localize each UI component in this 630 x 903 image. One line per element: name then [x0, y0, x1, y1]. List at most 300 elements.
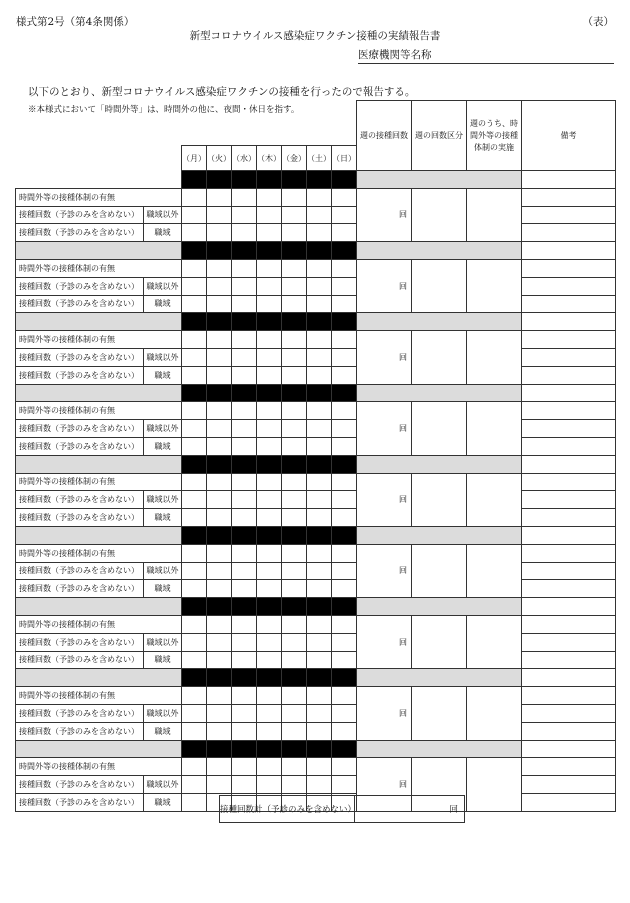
day-input-cell[interactable]	[282, 473, 307, 491]
day-input-cell[interactable]	[232, 509, 257, 527]
count-category-cell[interactable]	[412, 259, 467, 312]
off-hours-cell[interactable]	[467, 544, 522, 597]
day-input-cell[interactable]	[257, 580, 282, 598]
day-input-cell[interactable]	[307, 776, 332, 794]
day-input-cell[interactable]	[207, 259, 232, 277]
day-date-cell	[307, 384, 332, 402]
day-input-cell[interactable]	[332, 651, 357, 669]
day-input-cell[interactable]	[257, 366, 282, 384]
off-hours-system-label: 時間外等の接種体制の有無	[16, 188, 182, 206]
day-date-cell	[207, 526, 232, 544]
day-input-cell[interactable]	[182, 437, 207, 455]
day-input-cell[interactable]	[207, 188, 232, 206]
day-input-cell[interactable]	[332, 295, 357, 313]
day-input-cell[interactable]	[307, 633, 332, 651]
day-input-cell[interactable]	[207, 331, 232, 349]
day-input-cell[interactable]	[207, 615, 232, 633]
day-input-cell[interactable]	[257, 348, 282, 366]
day-input-cell[interactable]	[282, 722, 307, 740]
day-input-cell[interactable]	[232, 348, 257, 366]
week-band-row	[16, 669, 616, 687]
day-input-cell[interactable]	[332, 437, 357, 455]
day-input-cell[interactable]	[307, 509, 332, 527]
day-input-cell[interactable]	[207, 651, 232, 669]
day-input-cell[interactable]	[232, 188, 257, 206]
vaccination-count-label: 接種回数（予診のみを含めない）	[16, 437, 144, 455]
day-date-cell	[257, 242, 282, 260]
weekly-count-cell[interactable]: 回	[357, 331, 412, 384]
day-input-cell[interactable]	[232, 259, 257, 277]
day-input-cell[interactable]	[307, 224, 332, 242]
day-input-cell[interactable]	[232, 704, 257, 722]
day-input-cell[interactable]	[307, 277, 332, 295]
count-category-cell[interactable]	[412, 331, 467, 384]
non-staff-label: 職域以外	[144, 277, 182, 295]
day-input-cell[interactable]	[182, 633, 207, 651]
day-input-cell[interactable]	[207, 402, 232, 420]
day-monday: （月）	[182, 146, 207, 171]
day-input-cell[interactable]	[257, 473, 282, 491]
day-input-cell[interactable]	[207, 420, 232, 438]
day-input-cell[interactable]	[257, 544, 282, 562]
remarks-cell[interactable]	[522, 313, 616, 331]
remarks-cell[interactable]	[522, 562, 616, 580]
staff-label: 職域	[144, 651, 182, 669]
remarks-cell[interactable]	[522, 491, 616, 509]
day-input-cell[interactable]	[307, 259, 332, 277]
day-input-cell[interactable]	[282, 437, 307, 455]
weekly-count-cell[interactable]: 回	[357, 188, 412, 241]
day-input-cell[interactable]	[207, 509, 232, 527]
day-input-cell[interactable]	[332, 544, 357, 562]
count-staff-row	[16, 509, 616, 527]
day-date-cell	[282, 740, 307, 758]
week-date-field	[16, 171, 182, 189]
day-input-cell[interactable]	[257, 509, 282, 527]
day-date-cell	[232, 669, 257, 687]
day-input-cell[interactable]	[207, 295, 232, 313]
remarks-cell[interactable]	[522, 509, 616, 527]
day-input-cell[interactable]	[332, 402, 357, 420]
day-input-cell[interactable]	[182, 651, 207, 669]
day-input-cell[interactable]	[332, 420, 357, 438]
day-date-cell	[182, 740, 207, 758]
day-input-cell[interactable]	[307, 758, 332, 776]
day-input-cell[interactable]	[332, 633, 357, 651]
day-date-cell	[182, 455, 207, 473]
remarks-cell[interactable]	[522, 722, 616, 740]
day-input-cell[interactable]	[332, 615, 357, 633]
day-input-cell[interactable]	[232, 562, 257, 580]
day-input-cell[interactable]	[332, 348, 357, 366]
count-nonstaff-row	[16, 206, 616, 224]
day-input-cell[interactable]	[282, 580, 307, 598]
count-category-cell[interactable]	[412, 402, 467, 455]
day-input-cell[interactable]	[232, 206, 257, 224]
off-hours-cell[interactable]	[467, 758, 522, 811]
day-input-cell[interactable]	[332, 206, 357, 224]
day-input-cell[interactable]	[332, 704, 357, 722]
day-input-cell[interactable]	[307, 491, 332, 509]
day-input-cell[interactable]	[282, 420, 307, 438]
report-table	[15, 100, 616, 812]
day-input-cell[interactable]	[282, 562, 307, 580]
day-input-cell[interactable]	[232, 295, 257, 313]
day-input-cell[interactable]	[282, 633, 307, 651]
day-input-cell[interactable]	[282, 188, 307, 206]
day-input-cell[interactable]	[332, 758, 357, 776]
day-input-cell[interactable]	[257, 224, 282, 242]
day-input-cell[interactable]	[207, 544, 232, 562]
day-input-cell[interactable]	[232, 651, 257, 669]
count-category-cell[interactable]	[412, 188, 467, 241]
off-hours-cell[interactable]	[467, 687, 522, 740]
day-input-cell[interactable]	[332, 509, 357, 527]
remarks-cell[interactable]	[522, 776, 616, 794]
day-date-cell	[232, 171, 257, 189]
day-input-cell[interactable]	[232, 473, 257, 491]
day-date-cell	[332, 171, 357, 189]
off-hours-cell[interactable]	[467, 473, 522, 526]
day-input-cell[interactable]	[232, 722, 257, 740]
day-input-cell[interactable]	[207, 437, 232, 455]
remarks-cell[interactable]	[522, 331, 616, 349]
day-input-cell[interactable]	[182, 259, 207, 277]
day-input-cell[interactable]	[232, 420, 257, 438]
day-input-cell[interactable]	[282, 295, 307, 313]
count-staff-row	[16, 224, 616, 242]
off-hours-cell[interactable]	[467, 615, 522, 668]
day-input-cell[interactable]	[332, 188, 357, 206]
week-date-field[interactable]	[16, 669, 182, 687]
day-input-cell[interactable]	[182, 491, 207, 509]
day-date-cell	[307, 740, 332, 758]
day-input-cell[interactable]	[282, 331, 307, 349]
day-input-cell[interactable]	[207, 687, 232, 705]
remarks-cell[interactable]	[522, 437, 616, 455]
vaccination-count-label: 接種回数（予診のみを含めない）	[16, 491, 144, 509]
remarks-cell[interactable]	[522, 473, 616, 491]
remarks-cell[interactable]	[522, 455, 616, 473]
count-category-cell[interactable]	[412, 615, 467, 668]
day-input-cell[interactable]	[182, 776, 207, 794]
day-input-cell[interactable]	[207, 473, 232, 491]
day-input-cell[interactable]	[257, 206, 282, 224]
day-input-cell[interactable]	[282, 544, 307, 562]
day-input-cell[interactable]	[182, 793, 207, 811]
day-input-cell[interactable]	[182, 224, 207, 242]
remarks-cell[interactable]	[522, 633, 616, 651]
day-input-cell[interactable]	[207, 758, 232, 776]
day-input-cell[interactable]	[257, 562, 282, 580]
staff-label: 職域	[144, 224, 182, 242]
day-input-cell[interactable]	[232, 402, 257, 420]
day-tuesday: （火）	[207, 146, 232, 171]
day-input-cell[interactable]	[257, 437, 282, 455]
day-input-cell[interactable]	[182, 206, 207, 224]
day-input-cell[interactable]	[307, 348, 332, 366]
day-input-cell[interactable]	[182, 758, 207, 776]
day-input-cell[interactable]	[182, 509, 207, 527]
day-input-cell[interactable]	[282, 259, 307, 277]
day-input-cell[interactable]	[182, 544, 207, 562]
day-input-cell[interactable]	[207, 491, 232, 509]
day-date-cell	[332, 313, 357, 331]
day-input-cell[interactable]	[182, 188, 207, 206]
remarks-cell[interactable]	[522, 651, 616, 669]
day-input-cell[interactable]	[307, 651, 332, 669]
day-input-cell[interactable]	[207, 580, 232, 598]
day-input-cell[interactable]	[282, 776, 307, 794]
day-input-cell[interactable]	[332, 562, 357, 580]
day-date-cell	[282, 313, 307, 331]
day-input-cell[interactable]	[307, 366, 332, 384]
day-input-cell[interactable]	[207, 776, 232, 794]
remarks-cell[interactable]	[522, 171, 616, 189]
day-input-cell[interactable]	[332, 491, 357, 509]
off-hours-system-label: 時間外等の接種体制の有無	[16, 473, 182, 491]
day-input-cell[interactable]	[307, 473, 332, 491]
count-category-cell[interactable]	[412, 544, 467, 597]
day-input-cell[interactable]	[182, 580, 207, 598]
remarks-cell[interactable]	[522, 793, 616, 811]
day-input-cell[interactable]	[307, 331, 332, 349]
remarks-cell[interactable]	[522, 669, 616, 687]
remarks-cell[interactable]	[522, 295, 616, 313]
day-input-cell[interactable]	[282, 366, 307, 384]
day-input-cell[interactable]	[182, 420, 207, 438]
remarks-cell[interactable]	[522, 259, 616, 277]
day-input-cell[interactable]	[307, 206, 332, 224]
remarks-cell[interactable]	[522, 615, 616, 633]
off-hours-system-row	[16, 687, 616, 705]
remarks-cell[interactable]	[522, 224, 616, 242]
day-input-cell[interactable]	[232, 615, 257, 633]
day-input-cell[interactable]	[307, 722, 332, 740]
day-date-cell	[332, 455, 357, 473]
day-input-cell[interactable]	[257, 188, 282, 206]
day-date-cell	[207, 598, 232, 616]
count-category-cell[interactable]	[412, 687, 467, 740]
remarks-cell[interactable]	[522, 188, 616, 206]
non-staff-label: 職域以外	[144, 562, 182, 580]
day-input-cell[interactable]	[257, 615, 282, 633]
day-input-cell[interactable]	[232, 544, 257, 562]
day-input-cell[interactable]	[282, 687, 307, 705]
remarks-cell[interactable]	[522, 544, 616, 562]
day-date-cell	[307, 526, 332, 544]
day-input-cell[interactable]	[307, 544, 332, 562]
day-input-cell[interactable]	[232, 437, 257, 455]
day-input-cell[interactable]	[257, 331, 282, 349]
week-date-field[interactable]	[16, 526, 182, 544]
day-input-cell[interactable]	[282, 224, 307, 242]
day-input-cell[interactable]	[257, 776, 282, 794]
remarks-cell[interactable]	[522, 366, 616, 384]
day-date-cell	[282, 171, 307, 189]
day-input-cell[interactable]	[232, 224, 257, 242]
off-hours-system-label: 時間外等の接種体制の有無	[16, 402, 182, 420]
day-input-cell[interactable]	[307, 687, 332, 705]
day-input-cell[interactable]	[282, 758, 307, 776]
week-band-row	[16, 313, 616, 331]
day-input-cell[interactable]	[182, 473, 207, 491]
day-input-cell[interactable]	[282, 277, 307, 295]
week-date-field[interactable]	[16, 313, 182, 331]
total-unit: 回	[449, 805, 458, 815]
day-input-cell[interactable]	[282, 651, 307, 669]
weekly-count-cell[interactable]: 回	[357, 402, 412, 455]
day-input-cell[interactable]	[207, 704, 232, 722]
week-date-field[interactable]	[16, 384, 182, 402]
off-hours-cell[interactable]	[467, 259, 522, 312]
day-input-cell[interactable]	[207, 224, 232, 242]
day-input-cell[interactable]	[332, 687, 357, 705]
day-input-cell[interactable]	[232, 776, 257, 794]
day-input-cell[interactable]	[257, 687, 282, 705]
day-input-cell[interactable]	[257, 704, 282, 722]
day-input-cell[interactable]	[332, 331, 357, 349]
remarks-cell[interactable]	[522, 704, 616, 722]
day-input-cell[interactable]	[207, 348, 232, 366]
staff-label: 職域	[144, 366, 182, 384]
remarks-cell[interactable]	[522, 242, 616, 260]
day-input-cell[interactable]	[282, 402, 307, 420]
day-input-cell[interactable]	[282, 615, 307, 633]
day-date-cell	[282, 526, 307, 544]
day-input-cell[interactable]	[332, 473, 357, 491]
day-input-cell[interactable]	[182, 366, 207, 384]
day-input-cell[interactable]	[257, 420, 282, 438]
day-input-cell[interactable]	[257, 259, 282, 277]
day-input-cell[interactable]	[182, 348, 207, 366]
day-input-cell[interactable]	[182, 402, 207, 420]
day-input-cell[interactable]	[207, 722, 232, 740]
remarks-cell[interactable]	[522, 206, 616, 224]
day-date-cell	[332, 242, 357, 260]
day-input-cell[interactable]	[332, 259, 357, 277]
remarks-cell[interactable]	[522, 580, 616, 598]
week-band-row	[16, 598, 616, 616]
weekly-count-cell[interactable]: 回	[357, 259, 412, 312]
day-input-cell[interactable]	[232, 758, 257, 776]
day-input-cell[interactable]	[207, 366, 232, 384]
off-hours-cell[interactable]	[467, 331, 522, 384]
day-input-cell[interactable]	[307, 437, 332, 455]
week-band-row	[16, 740, 616, 758]
form-number: 様式第2号（第4条関係）	[16, 16, 135, 28]
day-input-cell[interactable]	[332, 224, 357, 242]
day-input-cell[interactable]	[207, 562, 232, 580]
day-input-cell[interactable]	[257, 295, 282, 313]
day-input-cell[interactable]	[307, 420, 332, 438]
day-input-cell[interactable]	[257, 402, 282, 420]
day-input-cell[interactable]	[332, 366, 357, 384]
day-input-cell[interactable]	[282, 491, 307, 509]
day-input-cell[interactable]	[307, 402, 332, 420]
remarks-cell[interactable]	[522, 758, 616, 776]
institution-name-field[interactable]: 医療機関等名称	[358, 47, 614, 64]
day-input-cell[interactable]	[232, 277, 257, 295]
day-date-cell	[307, 171, 332, 189]
day-input-cell[interactable]	[307, 295, 332, 313]
day-input-cell[interactable]	[307, 562, 332, 580]
day-input-cell[interactable]	[332, 722, 357, 740]
weekly-count-cell[interactable]: 回	[357, 615, 412, 668]
remarks-cell[interactable]	[522, 687, 616, 705]
day-input-cell[interactable]	[232, 687, 257, 705]
day-input-cell[interactable]	[307, 188, 332, 206]
day-input-cell[interactable]	[282, 704, 307, 722]
day-input-cell[interactable]	[182, 687, 207, 705]
day-input-cell[interactable]	[232, 366, 257, 384]
day-input-cell[interactable]	[207, 277, 232, 295]
day-input-cell[interactable]	[257, 633, 282, 651]
day-input-cell[interactable]	[182, 331, 207, 349]
day-input-cell[interactable]	[182, 562, 207, 580]
weekly-count-cell[interactable]: 回	[357, 544, 412, 597]
day-input-cell[interactable]	[232, 633, 257, 651]
total-value-field[interactable]	[355, 796, 465, 823]
week-date-field[interactable]	[16, 242, 182, 260]
weekly-count-cell[interactable]: 回	[357, 687, 412, 740]
remarks-cell[interactable]	[522, 348, 616, 366]
vaccination-count-label: 接種回数（予診のみを含めない）	[16, 277, 144, 295]
day-input-cell[interactable]	[332, 776, 357, 794]
remarks-cell[interactable]	[522, 598, 616, 616]
off-hours-cell[interactable]	[467, 402, 522, 455]
day-input-cell[interactable]	[332, 277, 357, 295]
count-category-cell[interactable]	[412, 473, 467, 526]
day-input-cell[interactable]	[232, 580, 257, 598]
day-input-cell[interactable]	[182, 722, 207, 740]
vaccination-count-label: 接種回数（予診のみを含めない）	[16, 562, 144, 580]
remarks-cell[interactable]	[522, 277, 616, 295]
day-input-cell[interactable]	[182, 704, 207, 722]
day-input-cell[interactable]	[232, 331, 257, 349]
day-input-cell[interactable]	[282, 509, 307, 527]
day-input-cell[interactable]	[282, 206, 307, 224]
day-input-cell[interactable]	[257, 491, 282, 509]
day-input-cell[interactable]	[307, 615, 332, 633]
day-input-cell[interactable]	[307, 704, 332, 722]
day-input-cell[interactable]	[257, 277, 282, 295]
week-date-field[interactable]	[16, 455, 182, 473]
weekly-count-cell[interactable]: 回	[357, 473, 412, 526]
day-input-cell[interactable]	[182, 277, 207, 295]
week-date-field[interactable]	[16, 598, 182, 616]
day-input-cell[interactable]	[257, 722, 282, 740]
off-hours-cell[interactable]	[467, 188, 522, 241]
remarks-cell[interactable]	[522, 526, 616, 544]
day-input-cell[interactable]	[282, 348, 307, 366]
remarks-cell[interactable]	[522, 420, 616, 438]
day-input-cell[interactable]	[307, 580, 332, 598]
day-input-cell[interactable]	[257, 651, 282, 669]
remarks-cell[interactable]	[522, 402, 616, 420]
day-input-cell[interactable]	[332, 580, 357, 598]
day-input-cell[interactable]	[182, 615, 207, 633]
day-input-cell[interactable]	[232, 491, 257, 509]
week-date-field[interactable]	[16, 740, 182, 758]
day-input-cell[interactable]	[182, 295, 207, 313]
day-input-cell[interactable]	[207, 206, 232, 224]
remarks-cell[interactable]	[522, 384, 616, 402]
day-input-cell[interactable]	[257, 758, 282, 776]
day-input-cell[interactable]	[207, 633, 232, 651]
weekly-count-cell[interactable]: 回	[357, 758, 412, 811]
remarks-cell[interactable]	[522, 740, 616, 758]
